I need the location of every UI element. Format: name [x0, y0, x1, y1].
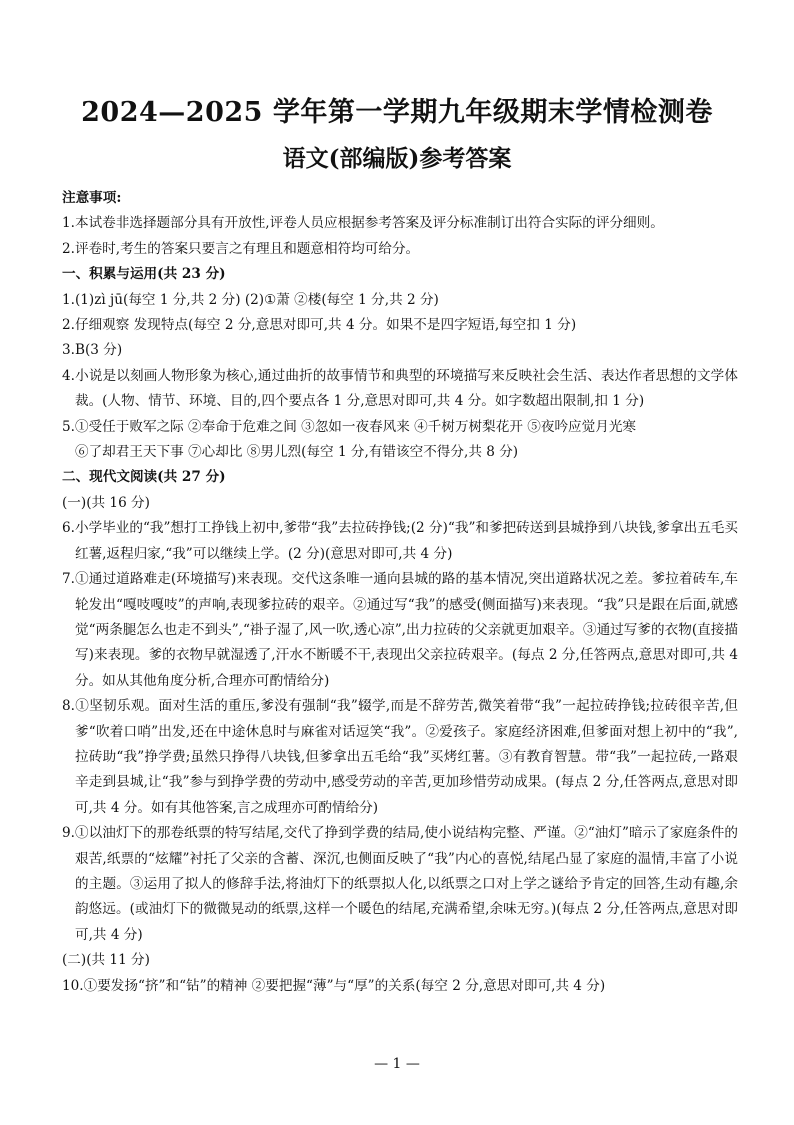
answer-q3: 3.B(3 分) — [62, 342, 123, 359]
page-number: — 1 — — [374, 1056, 420, 1072]
answer-q9: 9.①以油灯下的那卷纸票的特写结尾,交代了挣到学费的结局,使小说结构完整、严谨。②“油灯”暗示了家庭条件的艰苦,纸票的“炫耀”衬托了父亲的含蓄、深沉,也侧面反映了“我”内心的喜悦,结尾凸显了家庭的温情,丰富了小说的主题。③运用了拟人的修辞手法,将油灯下的纸票拟人化,以纸票之口对上学之谜给予肯定的回答,生动有趣,余韵悠远。(或油灯下的微微晃动的纸票,这样一个暖色的结尾,充满希望,余味无穷。)(每点 2 分,任答两点,意思对即可,共 4 分) — [62, 825, 738, 943]
part-2-heading: (二)(共 11 分) — [62, 952, 150, 969]
section-1-heading: 一、积累与运用(共 23 分) — [62, 266, 226, 283]
note-item-1: 1.本试卷非选择题部分具有开放性,评卷人员应根据参考答案及评分标准制订出符合实际的评分细则。 — [62, 215, 664, 232]
answer-q7: 7.①通过道路难走(环境描写)来表现。交代这条唯一通向县城的路的基本情况,突出道路状况之差。爹拉着砖车,车轮发出“嘎吱嘎吱”的声响,表现爹拉砖的艰辛。②通过写“我”的感受(侧面描写)来表现。“我”只是跟在后面,就感觉“两条腿怎么也走不到头”,“褂子湿了,风一吹,透心凉”,出力拉砖的父亲就更加艰辛。③通过写爹的衣物(直接描写)来表现。爹的衣物早就湿透了,汗水不断暖不干,表现出父亲拉砖艰辛。(每点 2 分,任答两点,意思对即可,共 4 分。如从其他角度分析,合理亦可酌情给分) — [62, 571, 738, 689]
answer-q4: 4.小说是以刻画人物形象为核心,通过曲折的故事情节和典型的环境描写来反映社会生活、表达作者思想的文学体裁。(人物、情节、环境、目的,四个要点各 1 分,意思对即可,共 4 分。如字数超出限制,扣 1 分) — [62, 367, 738, 410]
note-item-2: 2.评卷时,考生的答案只要言之有理且和题意相符均可给分。 — [62, 240, 420, 257]
section-2-heading: 二、现代文阅读(共 27 分) — [62, 469, 226, 486]
page-subtitle: 语文(部编版)参考答案 — [282, 145, 512, 172]
answer-q5-line1: 5.①受任于败军之际 ②奉命于危难之间 ③忽如一夜春风来 ④千树万树梨花开 ⑤夜吟应觉月光寒 — [62, 418, 637, 435]
answer-q1: 1.(1)zì jū(每空 1 分,共 2 分) (2)①萧 ②楼(每空 1 分,共 2 分) — [62, 291, 439, 308]
answer-q2: 2.仔细观察 发现特点(每空 2 分,意思对即可,共 4 分。如果不是四字短语,每空扣 1 分) — [62, 317, 577, 334]
answer-content — [62, 186, 738, 999]
part-1-heading: (一)(共 16 分) — [62, 494, 150, 511]
notes-heading: 注意事项: — [62, 190, 122, 206]
answer-q5-line2: ⑥了却君王天下事 ⑦心却比 ⑧男儿烈(每空 1 分,有错该空不得分,共 8 分) — [75, 444, 519, 461]
page-title: 2024—2025 学年第一学期九年级期末学情检测卷 — [81, 97, 713, 128]
answer-q8: 8.①坚韧乐观。面对生活的重压,爹没有强制“我”辍学,而是不辞劳苦,微笑着带“我”一起拉砖挣钱;拉砖很辛苦,但爹“吹着口哨”出发,还在中途休息时与麻雀对话逗笑“我”。②爱孩子。家庭经济困难,但爹面对想上初中的“我”,拉砖助“我”挣学费;虽然只挣得八块钱,但爹拿出五毛给“我”买烤红薯。③有教育智慧。带“我”一起拉砖,一路艰辛走到县城,让“我”参与到挣学费的劳动中,感受劳动的辛苦,更加珍惜劳动成果。(每点 2 分,任答两点,意思对即可,共 4 分。如有其他答案,言之成理亦可酌情给分) — [62, 698, 738, 816]
answer-q6: 6.小学毕业的“我”想打工挣钱上初中,爹带“我”去拉砖挣钱;(2 分)“我”和爹把砖送到县城挣到八块钱,爹拿出五毛买红薯,返程归家,“我”可以继续上学。(2 分)(意思对即可,共 4 分) — [62, 520, 738, 562]
answer-q10: 10.①要发扬“挤”和“钻”的精神 ②要把握“薄”与“厚”的关系(每空 2 分,意思对即可,共 4 分) — [62, 977, 606, 994]
